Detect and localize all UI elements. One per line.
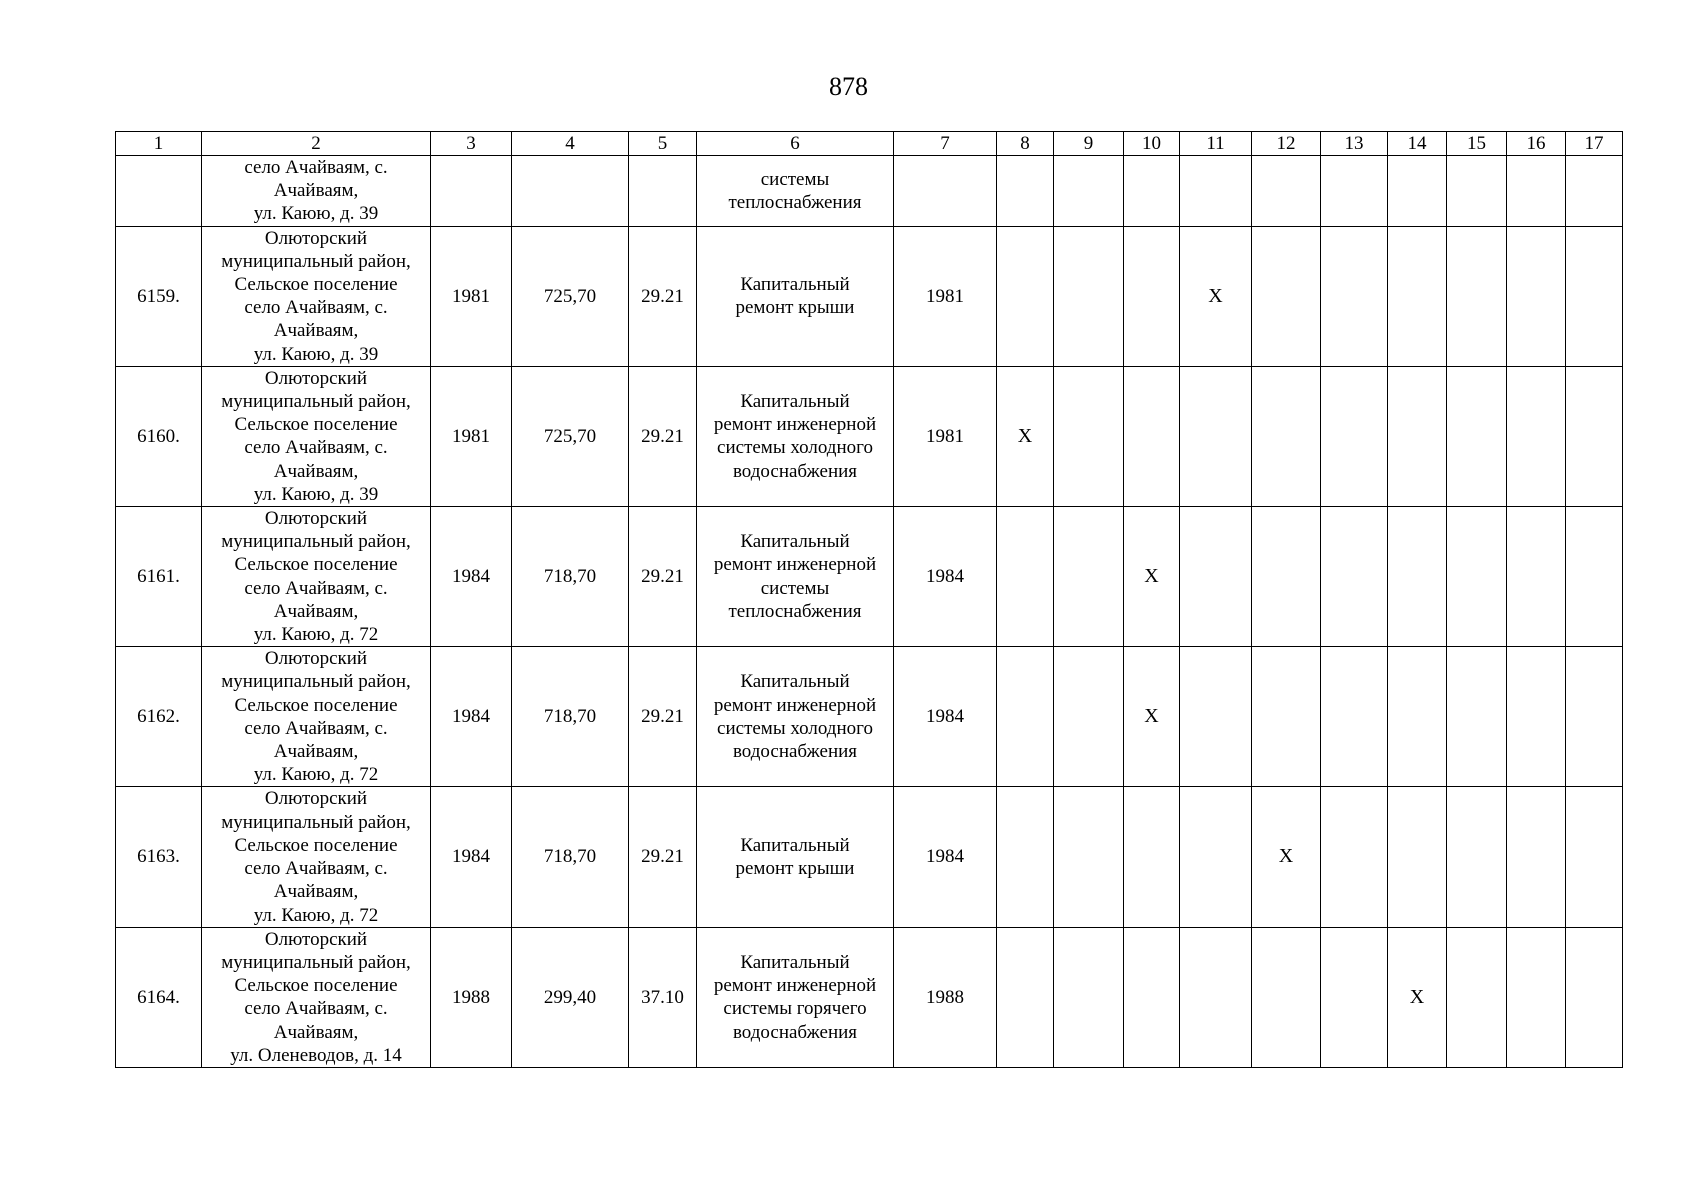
area-cell	[512, 507, 629, 647]
work-type-cell	[697, 927, 894, 1067]
column-header: 11	[1180, 132, 1252, 156]
address-text: Олюторский муниципальный район, Сельское поселение село Ачайваям, с. Ачайваям, ул. Каюю, д. 72	[221, 508, 411, 646]
mark-cell	[1252, 927, 1321, 1067]
work-type-cell	[697, 156, 894, 227]
code-value: 29.21	[641, 566, 684, 588]
address-cell	[202, 787, 431, 927]
address-text: Олюторский муниципальный район, Сельское поселение село Ачайваям, с. Ачайваям, ул. Каюю, д. 72	[221, 648, 411, 786]
area-value: 718,70	[543, 566, 597, 588]
mark-cell	[1507, 366, 1566, 506]
mark-cell	[1447, 927, 1507, 1067]
work-type-text: Капитальный ремонт инженерной системы холодного водоснабжения	[713, 391, 877, 482]
work-type-cell	[697, 647, 894, 787]
mark-cell	[1566, 507, 1623, 647]
mark-value: Х	[1409, 985, 1425, 1008]
page-number: 878	[829, 72, 868, 101]
address-text: Олюторский муниципальный район, Сельское поселение село Ачайваям, с. Ачайваям, ул. Каюю, д. 72	[221, 788, 411, 926]
column-7-value: 1984	[926, 566, 964, 588]
mark-cell	[1124, 507, 1180, 647]
year-value: 1984	[452, 706, 490, 728]
mark-cell	[1321, 366, 1388, 506]
mark-cell	[1388, 226, 1447, 366]
mark-cell	[1447, 787, 1507, 927]
row-number-cell	[116, 647, 202, 787]
code-value: 37.10	[641, 986, 684, 1008]
capital-repair-table	[115, 131, 1623, 1068]
address-text: Олюторский муниципальный район, Сельское поселение село Ачайваям, с. Ачайваям, ул. Оленеводов, д. 14	[221, 928, 411, 1066]
mark-cell	[1054, 647, 1124, 787]
column-header: 15	[1447, 132, 1507, 156]
column-7-value: 1988	[926, 986, 964, 1008]
mark-cell	[1321, 507, 1388, 647]
year-value: 1984	[452, 846, 490, 868]
year-cell	[431, 787, 512, 927]
table-body	[116, 156, 1623, 1068]
code-cell	[629, 156, 697, 227]
mark-cell	[1252, 226, 1321, 366]
address-cell	[202, 226, 431, 366]
mark-cell	[1447, 226, 1507, 366]
column-header: 16	[1507, 132, 1566, 156]
address-text: Олюторский муниципальный район, Сельское поселение село Ачайваям, с. Ачайваям, ул. Каюю, д. 39	[221, 367, 411, 505]
mark-cell	[1180, 156, 1252, 227]
area-cell	[512, 226, 629, 366]
mark-cell	[1388, 927, 1447, 1067]
year-cell	[431, 366, 512, 506]
mark-cell	[1566, 156, 1623, 227]
column-7-cell	[894, 787, 997, 927]
row-number-cell	[116, 366, 202, 506]
code-value: 29.21	[641, 846, 684, 868]
column-header: 17	[1566, 132, 1623, 156]
row-number: 6161.	[137, 566, 180, 588]
mark-cell	[1507, 647, 1566, 787]
mark-cell	[1054, 507, 1124, 647]
mark-cell	[1388, 366, 1447, 506]
mark-cell	[1507, 787, 1566, 927]
row-number: 6160.	[137, 425, 180, 447]
work-type-text: Капитальный ремонт инженерной системы горячего водоснабжения	[713, 951, 877, 1043]
table-row	[116, 366, 1623, 506]
address-cell	[202, 927, 431, 1067]
column-7-cell	[894, 507, 997, 647]
mark-cell	[1124, 156, 1180, 227]
mark-cell	[997, 507, 1054, 647]
area-cell	[512, 366, 629, 506]
year-value: 1981	[452, 425, 490, 447]
mark-cell	[1180, 507, 1252, 647]
table-row	[116, 787, 1623, 927]
column-header: 4	[512, 132, 629, 156]
column-header: 13	[1321, 132, 1388, 156]
address-cell	[202, 366, 431, 506]
mark-cell	[1180, 787, 1252, 927]
column-header: 9	[1054, 132, 1124, 156]
row-number-cell	[116, 927, 202, 1067]
code-value: 29.21	[641, 285, 684, 307]
mark-cell	[1507, 226, 1566, 366]
mark-cell	[1180, 226, 1252, 366]
mark-cell	[1321, 156, 1388, 227]
row-number: 6159.	[137, 285, 180, 307]
mark-cell	[1054, 366, 1124, 506]
mark-cell	[1124, 787, 1180, 927]
mark-cell	[1507, 156, 1566, 227]
address-text: Олюторский муниципальный район, Сельское поселение село Ачайваям, с. Ачайваям, ул. Каюю, д. 39	[221, 227, 411, 365]
year-cell	[431, 226, 512, 366]
work-type-text: Капитальный ремонт крыши	[735, 834, 855, 880]
year-value: 1988	[452, 986, 490, 1008]
table-row	[116, 647, 1623, 787]
code-cell	[629, 647, 697, 787]
mark-cell	[1124, 647, 1180, 787]
area-cell	[512, 647, 629, 787]
work-type-cell	[697, 787, 894, 927]
code-value: 29.21	[641, 706, 684, 728]
code-cell	[629, 507, 697, 647]
mark-cell	[997, 787, 1054, 927]
mark-cell	[1321, 927, 1388, 1067]
column-7-cell	[894, 647, 997, 787]
row-number: 6163.	[137, 846, 180, 868]
mark-cell	[1321, 787, 1388, 927]
column-number-header-row	[116, 132, 1623, 156]
mark-cell	[1388, 507, 1447, 647]
mark-cell	[1321, 647, 1388, 787]
mark-value: Х	[1144, 565, 1159, 588]
mark-cell	[997, 366, 1054, 506]
mark-cell	[1180, 366, 1252, 506]
mark-value: Х	[1017, 424, 1033, 447]
mark-cell	[1507, 507, 1566, 647]
column-header: 7	[894, 132, 997, 156]
column-header: 3	[431, 132, 512, 156]
column-7-cell	[894, 927, 997, 1067]
work-type-cell	[697, 366, 894, 506]
mark-cell	[1566, 787, 1623, 927]
mark-cell	[1054, 226, 1124, 366]
column-7-cell	[894, 226, 997, 366]
year-value: 1981	[452, 285, 490, 307]
address-text: село Ачайваям, с. Ачайваям, ул. Каюю, д. 39	[244, 157, 388, 225]
mark-cell	[1180, 647, 1252, 787]
column-7-cell	[894, 366, 997, 506]
mark-cell	[1180, 927, 1252, 1067]
mark-cell	[1447, 156, 1507, 227]
area-value: 718,70	[543, 706, 597, 728]
column-header: 1	[116, 132, 202, 156]
code-value: 29.21	[641, 425, 684, 447]
mark-cell	[1252, 507, 1321, 647]
work-type-text: Капитальный ремонт инженерной системы холодного водоснабжения	[713, 671, 877, 763]
column-7-cell	[894, 156, 997, 227]
mark-cell	[1252, 787, 1321, 927]
mark-cell	[1054, 787, 1124, 927]
column-header: 12	[1252, 132, 1321, 156]
work-type-text: Капитальный ремонт инженерной системы теплоснабжения	[713, 531, 877, 622]
address-cell	[202, 156, 431, 227]
mark-cell	[1388, 787, 1447, 927]
row-number-cell	[116, 507, 202, 647]
column-header: 5	[629, 132, 697, 156]
column-7-value: 1981	[926, 285, 964, 307]
area-value: 725,70	[543, 425, 597, 447]
mark-cell	[997, 226, 1054, 366]
address-cell	[202, 647, 431, 787]
table-row	[116, 927, 1623, 1067]
row-number-cell	[116, 787, 202, 927]
column-header: 14	[1388, 132, 1447, 156]
table-row	[116, 226, 1623, 366]
mark-cell	[1447, 366, 1507, 506]
code-cell	[629, 787, 697, 927]
mark-cell	[1054, 927, 1124, 1067]
mark-cell	[1321, 226, 1388, 366]
mark-cell	[1566, 927, 1623, 1067]
area-cell	[512, 787, 629, 927]
mark-cell	[1124, 366, 1180, 506]
mark-cell	[1252, 366, 1321, 506]
mark-cell	[997, 156, 1054, 227]
code-cell	[629, 366, 697, 506]
mark-cell	[1252, 156, 1321, 227]
work-type-text: Капитальный ремонт крыши	[735, 274, 855, 319]
mark-cell	[1124, 927, 1180, 1067]
area-value: 725,70	[543, 285, 597, 307]
mark-value: Х	[1208, 284, 1223, 307]
code-cell	[629, 226, 697, 366]
column-7-value: 1981	[926, 425, 964, 447]
area-value: 718,70	[543, 846, 597, 868]
work-type-cell	[697, 226, 894, 366]
year-cell	[431, 647, 512, 787]
address-cell	[202, 507, 431, 647]
year-value: 1984	[452, 566, 490, 588]
year-cell	[431, 927, 512, 1067]
work-type-cell	[697, 507, 894, 647]
mark-cell	[1566, 366, 1623, 506]
column-7-value: 1984	[926, 706, 964, 728]
row-number-cell	[116, 226, 202, 366]
mark-cell	[1447, 507, 1507, 647]
mark-cell	[1252, 647, 1321, 787]
table-row	[116, 507, 1623, 647]
mark-cell	[1388, 647, 1447, 787]
column-header: 6	[697, 132, 894, 156]
mark-cell	[997, 927, 1054, 1067]
mark-cell	[1566, 226, 1623, 366]
mark-cell	[1388, 156, 1447, 227]
mark-value: Х	[1278, 845, 1294, 868]
row-number-cell	[116, 156, 202, 227]
column-7-value: 1984	[926, 846, 964, 868]
area-cell	[512, 156, 629, 227]
column-header: 10	[1124, 132, 1180, 156]
mark-cell	[1507, 927, 1566, 1067]
mark-cell	[1566, 647, 1623, 787]
code-cell	[629, 927, 697, 1067]
mark-cell	[1124, 226, 1180, 366]
mark-cell	[1054, 156, 1124, 227]
year-cell	[431, 156, 512, 227]
continuation-row	[116, 156, 1623, 227]
mark-cell	[997, 647, 1054, 787]
mark-value: Х	[1144, 705, 1159, 728]
mark-cell	[1447, 647, 1507, 787]
column-header: 8	[997, 132, 1054, 156]
column-header: 2	[202, 132, 431, 156]
row-number: 6164.	[137, 986, 180, 1008]
year-cell	[431, 507, 512, 647]
area-cell	[512, 927, 629, 1067]
area-value: 299,40	[543, 986, 597, 1008]
work-type-text: системы теплоснабжения	[728, 168, 862, 213]
row-number: 6162.	[137, 706, 180, 728]
